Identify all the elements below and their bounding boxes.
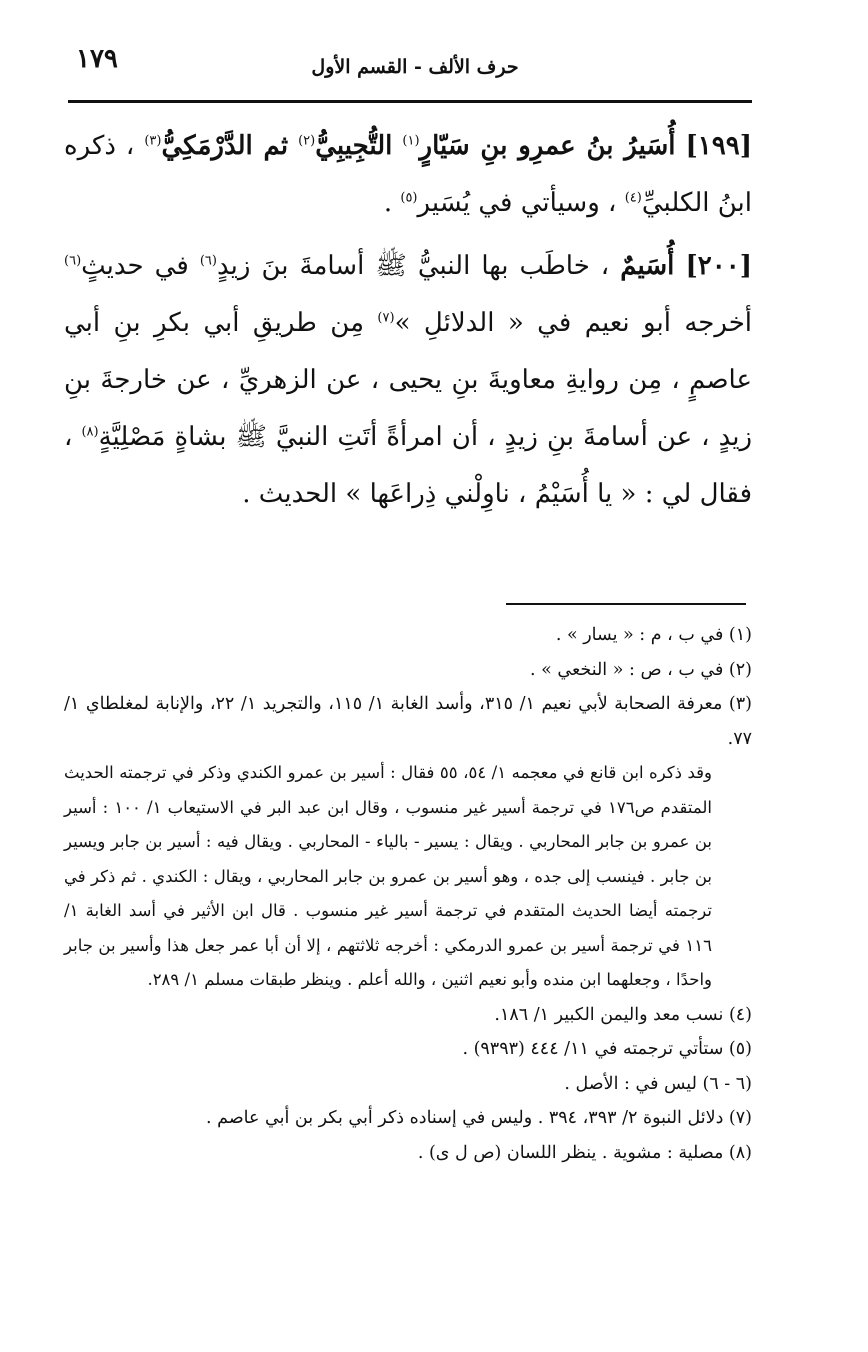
footnote-ref: (٧) (377, 310, 395, 326)
footnote-8: (٨) مصلية : مشوية . ينظر اللسان (ص ل ى) . (417, 1142, 752, 1163)
footnote-ref: (٦) (199, 253, 217, 269)
entry-text: ، ذكره ابنُ الكلبيِّ (64, 131, 752, 218)
entry-text: ، فقال لي : « يا أُسَيْمُ ، ناوِلْني ذِراعَها » الحديث . (64, 422, 752, 509)
footnote-2: (٢) في ب ، ص : « النخعي » . (529, 659, 752, 680)
entry-name: أُسَيرُ بنُ عمرِو بنِ سَيّارٍ (419, 131, 676, 161)
footnote-divider (506, 603, 746, 605)
entry-text: في حديثٍ (81, 251, 189, 281)
entry-text: ، خاطَب بها النبيُّ ﷺ أسامةَ بنَ زيدٍ (216, 251, 610, 281)
footnote-ref: (٤) (624, 190, 642, 206)
main-text (64, 118, 752, 529)
running-header: حرف الألف - القسم الأول (311, 56, 519, 78)
entry-nisba: ثم الدَّرْمَكِيُّ (161, 131, 289, 161)
entry-199 (64, 118, 752, 232)
footnote-6: (٦ - ٦) ليس في : الأصل . (564, 1073, 752, 1094)
footnote-4: (٤) نسب معد واليمن الكبير ١/ ١٨٦. (494, 1004, 752, 1025)
entry-name: أُسَيمٌ (620, 251, 675, 281)
header-divider (68, 100, 752, 103)
footnote-ref: (٣) (144, 133, 162, 149)
page-number: ١٧٩ (76, 44, 118, 74)
entry-text: أخرجه أبو نعيم في « الدلائلِ » (394, 308, 752, 338)
footnote-ref: (٦) (64, 253, 82, 269)
footnote-ref: (٢) (298, 133, 316, 149)
footnote-7: (٧) دلائل النبوة ٢/ ٣٩٣، ٣٩٤ . وليس في إسناده ذكر أبي بكر بن أبي عاصم . (206, 1108, 752, 1128)
entry-200 (64, 238, 752, 523)
footnote-ref: (٥) (400, 190, 418, 206)
entry-text: ، وسيأتي في يُسَير (417, 188, 617, 218)
footnote-5: (٥) ستأتي ترجمته في ١١/ ٤٤٤ (٩٣٩٣) . (462, 1039, 752, 1059)
footnotes (64, 618, 752, 1170)
footnote-1: (١) في ب ، م : « يسار » . (555, 625, 752, 645)
footnote-ref: (٨) (81, 424, 99, 440)
entry-text: . (383, 188, 393, 218)
entry-text: مِن طريقِ أبي بكرِ بنِ أبي عاصمٍ ، مِن روايةِ معاويةَ بنِ يحيى ، عن الزهريِّ ، عن خارجةَ بنِ زيدٍ ، عن أسامةَ بنِ زيدٍ ، أن امرأةً أتَتِ النبيَّ ﷺ بشاةٍ مَصْلِيَّةٍ (64, 308, 753, 452)
footnote-3: (٣) معرفة الصحابة لأبي نعيم ١/ ٣١٥، وأسد الغابة ١/ ١١٥، والتجريد ١/ ٢٢، والإنابة لمغلطاي ١/ ٧٧. (64, 694, 752, 749)
entry-nisba: التُّجِيبِيُّ (315, 131, 393, 161)
entry-number: [١٩٩] (685, 131, 752, 161)
footnote-ref: (١) (402, 133, 420, 149)
footnote-3-continued: وقد ذكره ابن قانع في معجمه ١/ ٥٤، ٥٥ فقال : أسير بن عمرو الكندي وذكر في ترجمته الحديث المتقدم ص١٧٦ في ترجمة أسير غير منسوب ، وقال ابن عبد البر في الاستيعاب ١/ ١٠٠ : أسير بن عمرو بن جابر المحاربي . ويقال : يسير - بالياء - المحاربي . ويقال فيه : أسير بن جابر ويسير بن جابر . فينسب إلى جده ، وهو أسير بن عمرو بن جابر المحاربي ، ويقال : الكندي . ثم ذكر في ترجمته أيضا الحديث المتقدم في ترجمة أسير غير منسوب . قال ابن الأثير في أسد الغابة ١/ ١١٦ في ترجمة أسير بن عمرو الدرمكي : أخرجه ثلاثتهم ، إلا أن أبا عمر جعل هذا وأسير بن جابر واحدًا ، وجعلهما ابن منده وأبو نعيم اثنين ، والله أعلم . وينظر طبقات مسلم ١/ ٢٨٩. (64, 763, 713, 989)
entry-number: [٢٠٠] (685, 251, 752, 281)
